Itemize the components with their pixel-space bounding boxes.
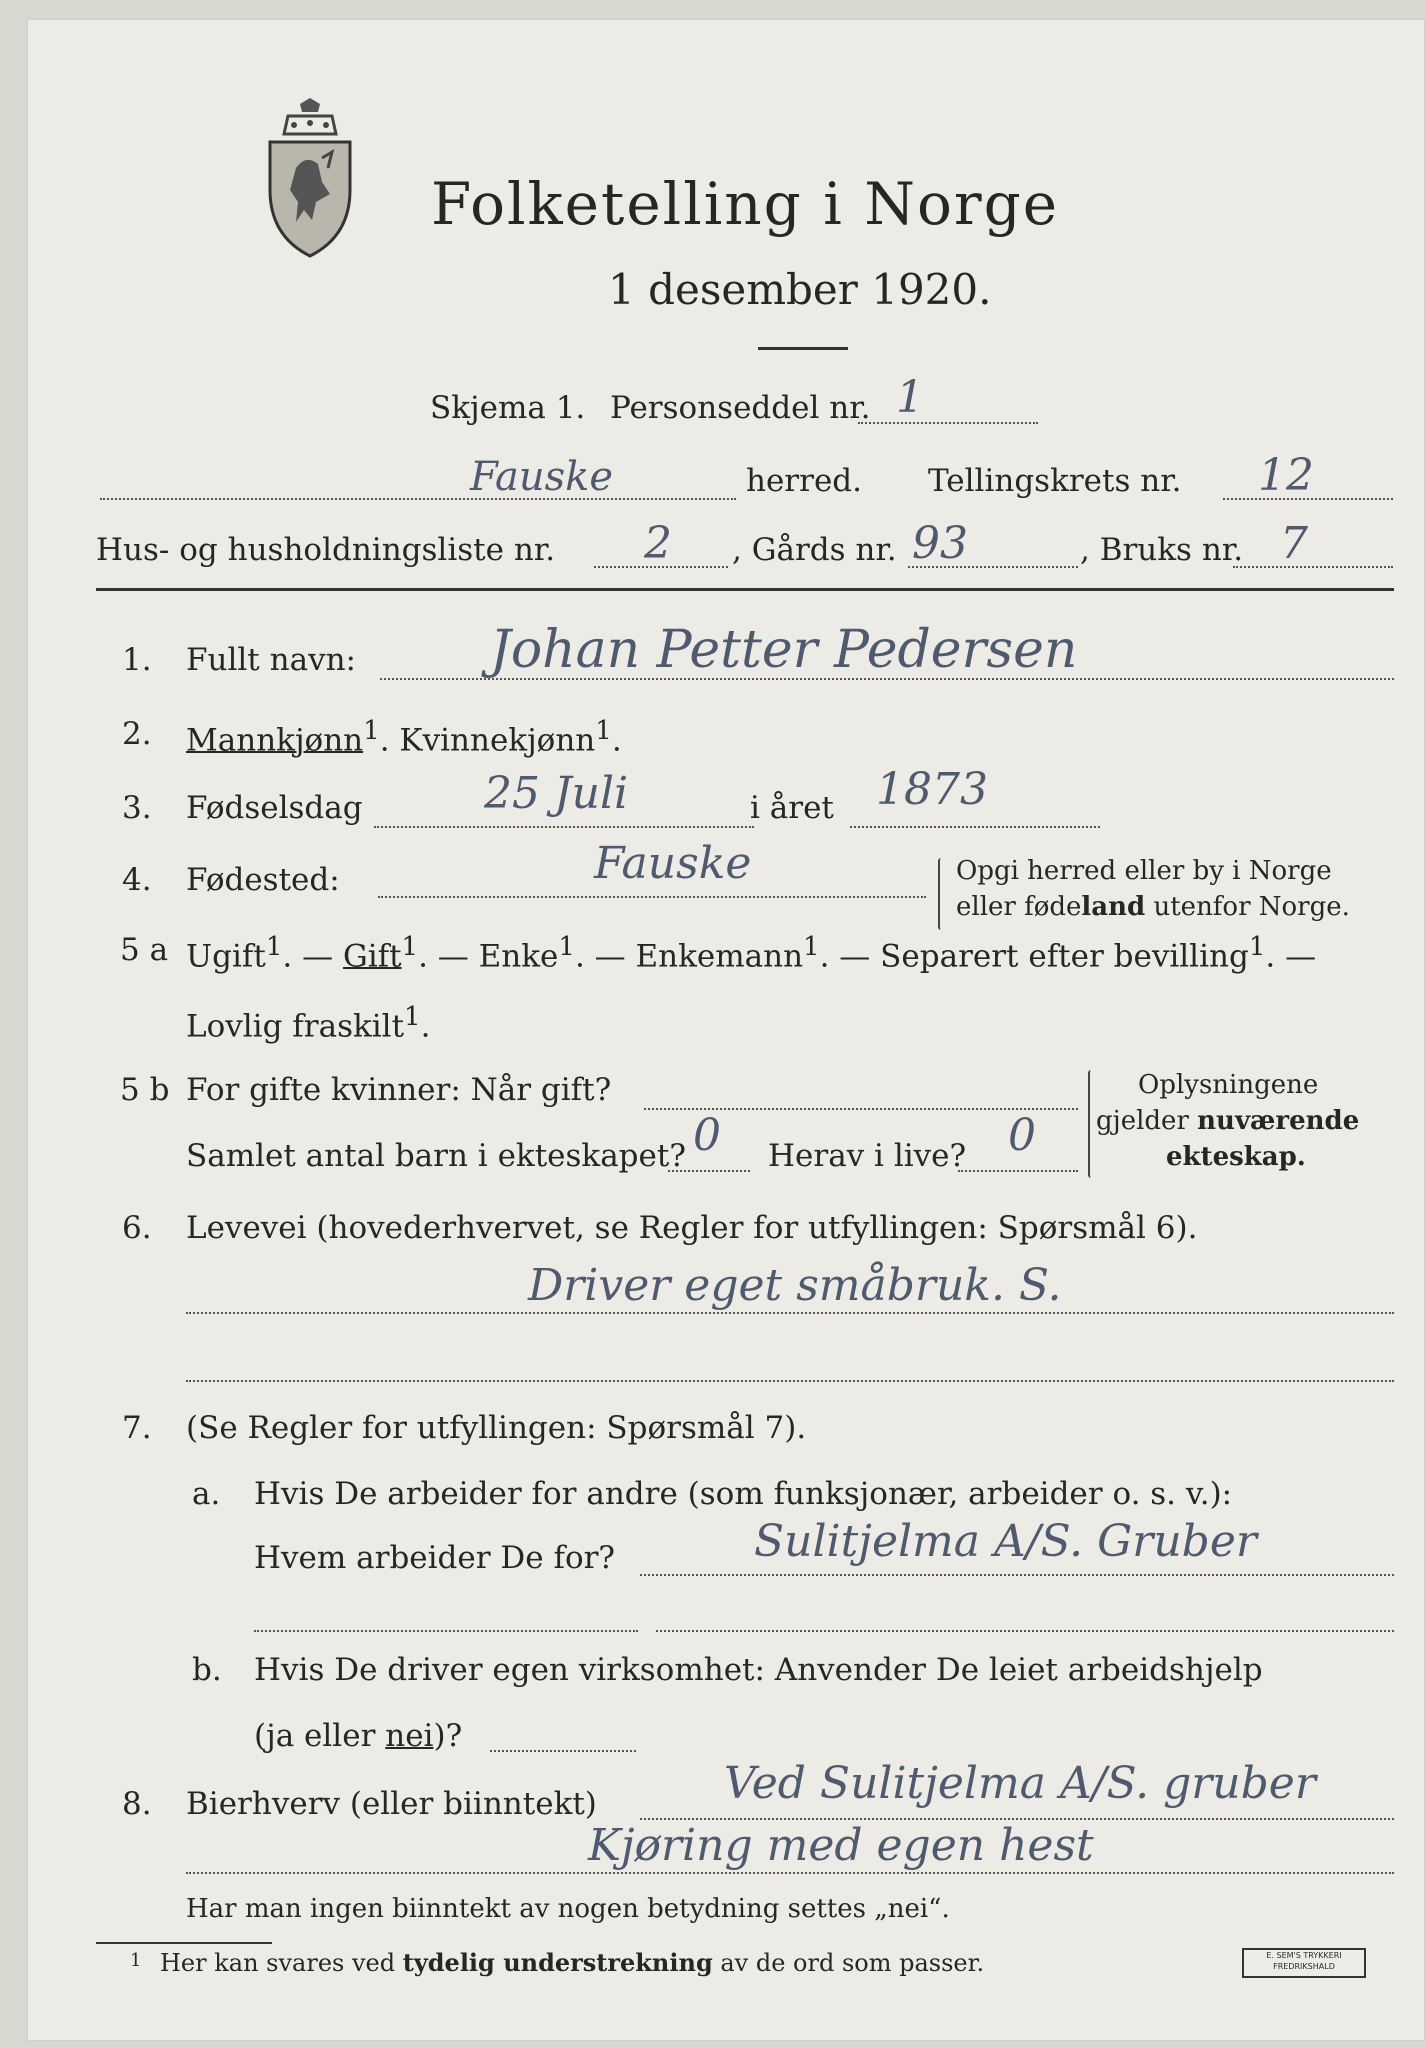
q8-value2: Kjøring med egen hest — [588, 1820, 1094, 1871]
q5b-barn-value: 0 — [693, 1110, 721, 1161]
q7a-line2-right — [656, 1630, 1394, 1632]
gards-value: 93 — [912, 518, 968, 569]
husholdningsliste-label: Hus- og husholdningsliste nr. — [96, 532, 556, 568]
q5a-fraskilt: Lovlig fraskilt$^1$. — [186, 1002, 431, 1045]
q8-number: 8. — [122, 1786, 152, 1822]
q5b-note-line3: ekteskap. — [1166, 1142, 1306, 1172]
q2-sex: Mannkjønn$^1$. Kvinnekjønn$^1$. — [186, 716, 622, 759]
q5a-gift-underlined: Gift — [342, 938, 402, 975]
footnote-text: Her kan svares ved tydelig understrekning av de ord som passer. — [160, 1948, 985, 1977]
q5b-live-value: 0 — [1008, 1110, 1036, 1161]
q4-note-brace — [938, 858, 944, 930]
q3-label: Fødselsdag — [186, 790, 363, 826]
q1-label: Fullt navn: — [186, 642, 356, 678]
q4-note-line2: eller fødeland utenfor Norge. — [956, 892, 1350, 922]
q4-label: Fødested: — [186, 862, 340, 898]
tellingskrets-label: Tellingskrets nr. — [928, 463, 1182, 499]
q6-number: 6. — [122, 1210, 152, 1246]
norwegian-coat-of-arms-icon — [260, 98, 360, 258]
husholdningsliste-value: 2 — [644, 518, 672, 569]
personseddel-value: 1 — [896, 372, 924, 423]
header-rule — [96, 588, 1394, 591]
q7b-line — [490, 1750, 636, 1752]
q3-birthday-line — [374, 826, 754, 828]
gards-label: , Gårds nr. — [732, 532, 897, 568]
q5b-live-line — [958, 1170, 1078, 1172]
q7a-text: Hvis De arbeider for andre (som funksjonær, arbeider o. s. v.): — [254, 1476, 1233, 1512]
personseddel-label: Personseddel nr. — [610, 390, 871, 426]
q3-birthday-value: 25 Juli — [484, 768, 629, 819]
tellingskrets-value: 12 — [1258, 450, 1314, 501]
q7-label: (Se Regler for utfyllingen: Spørsmål 7). — [186, 1410, 807, 1446]
q7b-question: (ja eller nei)? — [254, 1718, 463, 1754]
q5b-note-line1: Oplysningene — [1138, 1070, 1319, 1100]
herred-value: Fauske — [470, 454, 614, 500]
q8-line2 — [186, 1872, 1394, 1874]
header-divider — [758, 347, 848, 350]
q5b-note-brace — [1088, 1070, 1094, 1178]
q1-full-name: Johan Petter Pedersen — [490, 620, 1078, 680]
bruks-value: 7 — [1280, 518, 1308, 569]
q5b-barn-line — [668, 1170, 750, 1172]
q6-occupation-value: Driver eget småbruk. S. — [528, 1260, 1062, 1311]
biinntekt-note: Har man ingen biinntekt av nogen betydning settes „nei“. — [186, 1894, 950, 1924]
q2-kvinnekjonn: Kvinnekjønn — [399, 722, 596, 759]
q5b-barn-label: Samlet antal barn i ekteskapet? — [186, 1138, 686, 1174]
q7a-line2-left — [254, 1630, 638, 1632]
form-title: Folketelling i Norge — [431, 170, 1060, 238]
q1-number: 1. — [122, 642, 152, 678]
census-form-sheet — [28, 20, 1424, 2040]
footnote-number: 1 — [130, 1950, 142, 1971]
q5b-number: 5 b — [120, 1072, 170, 1108]
bruks-label: , Bruks nr. — [1080, 532, 1244, 568]
personseddel-line — [858, 422, 1038, 424]
q7b-nei-underlined: nei — [385, 1718, 434, 1754]
q4-number: 4. — [122, 862, 152, 898]
herred-label: herred. — [746, 463, 862, 499]
q7b-text: Hvis De driver egen virksomhet: Anvender De leiet arbeidshjelp — [254, 1652, 1263, 1688]
q7a-line1 — [640, 1574, 1394, 1576]
q6-line2 — [186, 1380, 1394, 1382]
census-date: 1 desember 1920. — [608, 265, 992, 314]
q2-number: 2. — [122, 716, 152, 752]
q7a-question: Hvem arbeider De for? — [254, 1540, 616, 1576]
q3-aret-line — [850, 826, 1100, 828]
q5a-number: 5 a — [120, 932, 169, 968]
q5b-label: For gifte kvinner: Når gift? — [186, 1072, 612, 1108]
footnote-rule — [96, 1942, 272, 1944]
q4-note-line1: Opgi herred eller by i Norge — [956, 856, 1332, 886]
q3-aret-value: 1873 — [876, 764, 988, 815]
q7-number: 7. — [122, 1410, 152, 1446]
q5a-marital-status: Ugift$^1$. — Gift$^1$. — Enke$^1$. — Enkemann$^1$. — Separert efter bevilling$^1$. — — [186, 932, 1317, 975]
printer-stamp: E. SEM'S TRYKKERI FREDRIKSHALD — [1242, 1948, 1366, 1978]
q5b-live-label: Herav i live? — [768, 1138, 967, 1174]
bruks-line — [1233, 566, 1393, 568]
q7a-employer-value: Sulitjelma A/S. Gruber — [754, 1516, 1257, 1567]
q3-aret-label: i året — [750, 790, 834, 826]
skjema-label: Skjema 1. — [430, 390, 586, 426]
q8-label: Bierhverv (eller biinntekt) — [186, 1786, 597, 1822]
herred-line — [100, 498, 736, 500]
q7a-letter: a. — [192, 1476, 221, 1512]
q8-value1: Ved Sulitjelma A/S. gruber — [724, 1758, 1316, 1809]
q4-line — [378, 896, 926, 898]
q2-mannkjonn: Mannkjønn — [186, 722, 364, 759]
q4-birthplace-value: Fauske — [594, 838, 752, 889]
q5b-note-line2: gjelder nuværende — [1096, 1106, 1360, 1136]
q6-line1 — [186, 1312, 1394, 1314]
q7b-letter: b. — [192, 1652, 222, 1688]
q6-label: Levevei (hovederhvervet, se Regler for utfyllingen: Spørsmål 6). — [186, 1210, 1198, 1246]
q3-number: 3. — [122, 790, 152, 826]
